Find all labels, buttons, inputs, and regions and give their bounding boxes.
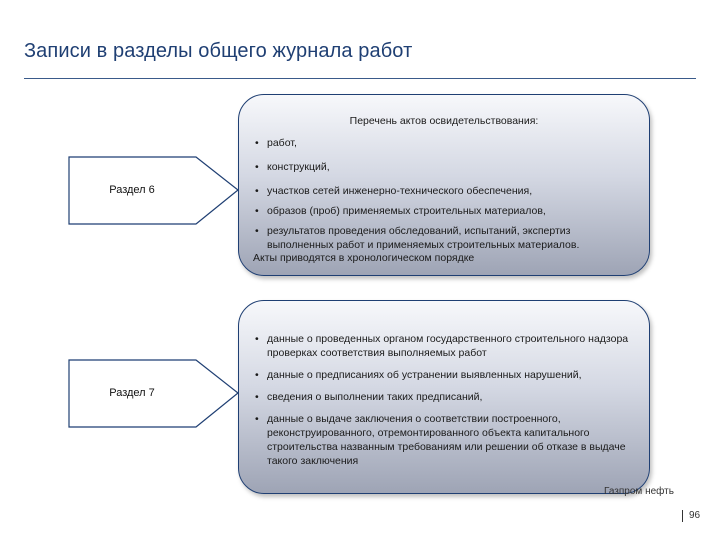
supervision-list (253, 332, 629, 468)
panel-header: Перечень актов освидетельствования: (349, 115, 539, 127)
bullet-icon: • (255, 333, 259, 345)
list-item: • данные о предписаниях об устранении выявленных нарушений, (255, 369, 582, 381)
bullet-icon: • (255, 369, 259, 381)
section-6-arrow (68, 156, 240, 224)
list-item: • данные о проведенных органом государственного строительного надзора проверках соответствия выполняемых работ (255, 333, 629, 359)
list-item: • сведения о выполнении таких предписаний, (255, 391, 483, 403)
list-item: • участков сетей инженерно-технического обеспечения, (255, 185, 533, 197)
title-divider (24, 78, 696, 79)
chronology-note: Акты приводятся в хронологическом порядке (253, 252, 475, 264)
page-number: 96 (682, 510, 700, 522)
acts-list (253, 136, 629, 252)
slide-title: Записи в разделы общего журнала работ (24, 40, 413, 62)
bullet-icon: • (255, 205, 259, 217)
list-item: • данные о выдаче заключения о соответствии построенного, реконструированного, отремонтированного объекта капитального строительства названным требованиям или решении об отказе в выдаче такого заключения (255, 413, 626, 467)
bullet-icon: • (255, 185, 259, 197)
section-6-label: Раздел 6 (109, 184, 155, 196)
bullet-icon: • (255, 225, 259, 237)
bullet-icon: • (255, 391, 259, 403)
company-name: Газпром нефть (604, 486, 674, 497)
section-7-arrow (68, 359, 240, 427)
bullet-icon: • (255, 161, 259, 173)
bullet-icon: • (255, 137, 259, 149)
list-item: • работ, (255, 137, 297, 149)
list-item: • результатов проведения обследований, испытаний, экспертиз выполненных работ и применяемых строительных материалов. (255, 225, 580, 251)
list-item: • конструкций, (255, 161, 330, 173)
section-7-panel (238, 300, 650, 494)
section-7-label: Раздел 7 (109, 387, 155, 399)
bullet-icon: • (255, 413, 259, 425)
section-6-panel (238, 94, 650, 276)
list-item: • образов (проб) применяемых строительных материалов, (255, 205, 546, 217)
